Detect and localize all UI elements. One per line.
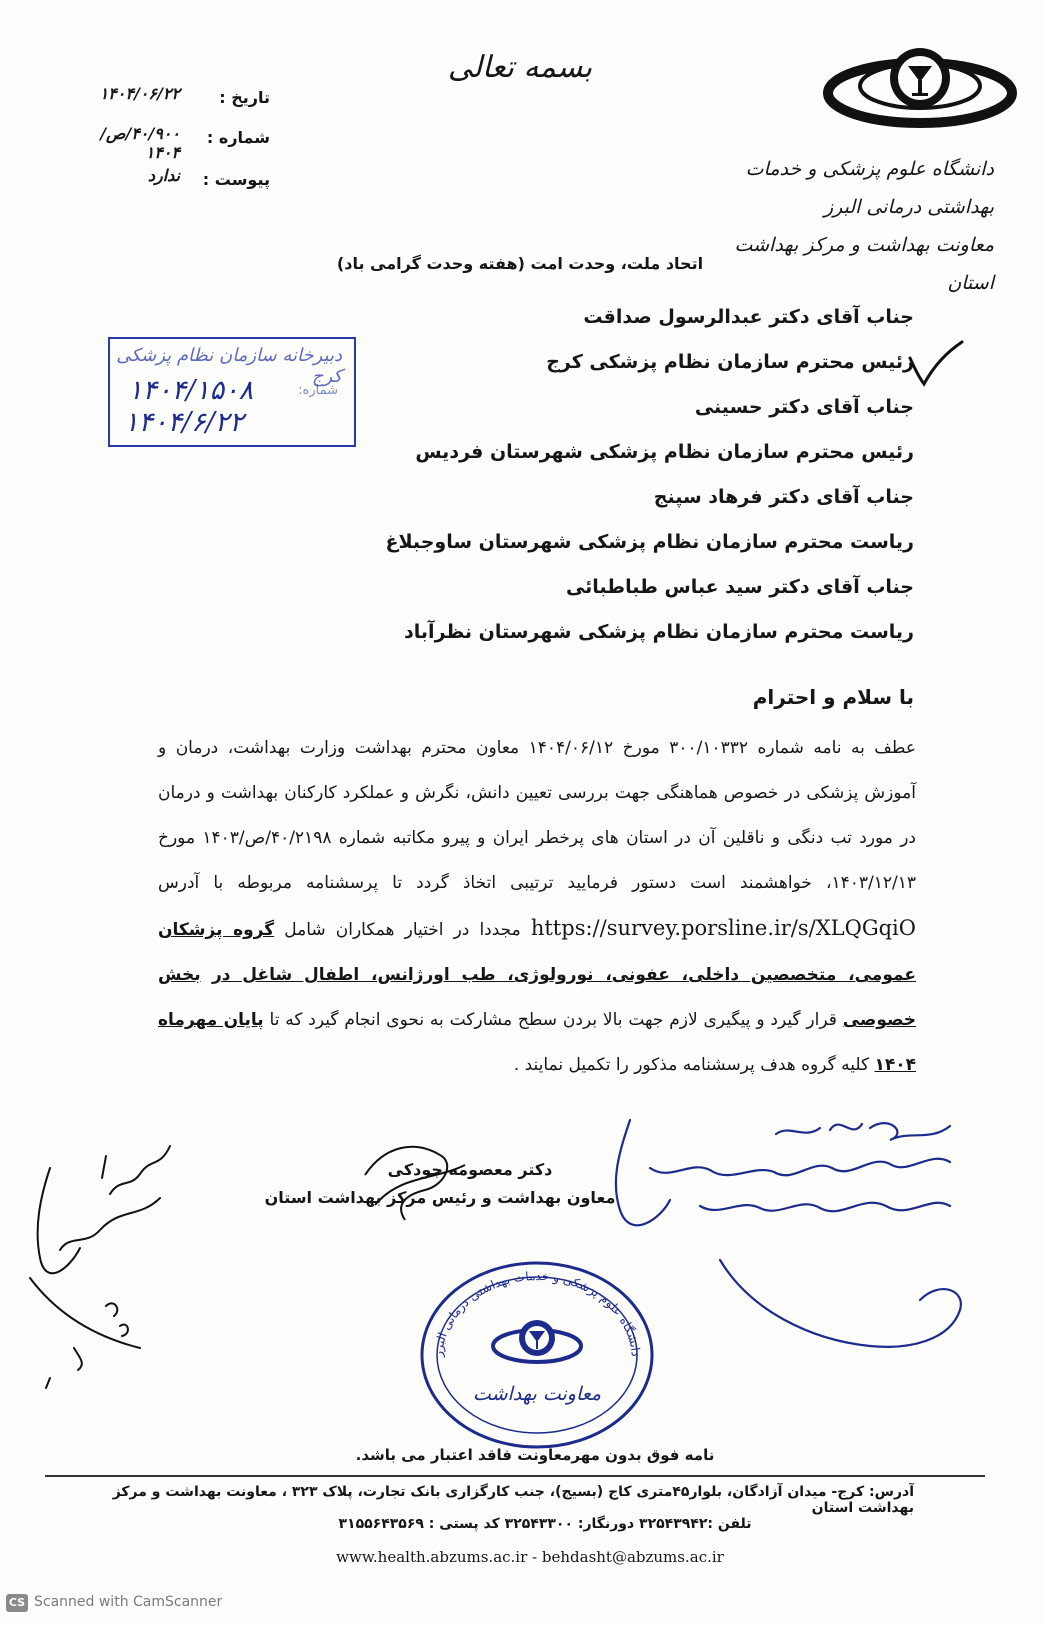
- date-label: تاریخ :: [219, 88, 270, 107]
- date-value: ۱۴۰۴/۰۶/۲۲: [99, 84, 180, 103]
- organization-name-line1: دانشگاه علوم پزشکی و خدمات بهداشتی درمانی البرز: [745, 158, 994, 218]
- registry-stamp-title: دبیرخانه سازمان نظام پزشکی کرج: [116, 345, 342, 387]
- recipient-line: ریاست محترم سازمان نظام پزشکی شهرستان ساوجبلاغ: [385, 531, 914, 553]
- footer-divider: [45, 1475, 985, 1477]
- signer-title: معاون بهداشت و رئیس مرکز بهداشت استان: [264, 1188, 616, 1207]
- attachment-label: پیوست :: [202, 170, 270, 189]
- recipient-line: جناب آقای دکتر سید عباس طباطبائی: [565, 576, 914, 598]
- organization-name-line2: معاونت بهداشت و مرکز بهداشت استان: [734, 234, 994, 294]
- bismillah-heading: بسمه تعالی: [447, 50, 593, 85]
- attachment-row: [70, 166, 270, 198]
- scanner-badge: [6, 1594, 222, 1616]
- letter-number-value: ۴۰/۹۰۰/ص/۱۴۰۴: [100, 124, 180, 162]
- footer-web[interactable]: www.health.abzums.ac.ir - behdasht@abzums.ac.ir: [336, 1548, 724, 1566]
- letter-body: [158, 726, 916, 1088]
- date-row: [70, 84, 270, 116]
- survey-link[interactable]: https://survey.porsline.ir/s/XLQGqiO: [530, 916, 916, 940]
- signer-name: دکتر معصومه جودکی: [387, 1160, 553, 1179]
- organization-name: [694, 150, 994, 302]
- greeting: با سلام و احترام: [752, 685, 914, 709]
- footer-address: آدرس: کرج- میدان آزادگان، بلوار۴۵متری کاج (بسیج)، جنب کارگزاری بانک تجارت، پلاک ۳۲۳ ، معاونت بهداشت و مرکز بهداشت استان: [112, 1484, 914, 1516]
- checkmark-icon: [906, 338, 966, 388]
- official-seal: [412, 1250, 662, 1450]
- target-groups: گروه پزشکان عمومی، متخصصین داخلی، عفونی، نورولوژی، طب اورژانس، اطفال شاغل در: [158, 920, 916, 985]
- letter-number-label: شماره :: [206, 128, 270, 147]
- signature-scribble: [345, 1135, 485, 1235]
- slogan: اتحاد ملت، وحدت امت (هفته وحدت گرامی باد): [336, 254, 704, 273]
- recipients-block: [294, 306, 914, 666]
- letter-number-row: [70, 124, 270, 162]
- university-logo: [820, 38, 1020, 138]
- seal-inner-text: معاونت بهداشت: [472, 1383, 602, 1405]
- recipient-line: جناب آقای دکتر عبدالرسول صداقت: [583, 306, 914, 328]
- seal-outer-text: دانشگاه علوم پزشکی و خدمات بهداشتی درمانی البرز: [431, 1268, 643, 1358]
- validity-note: نامه فوق بدون مهرمعاونت فاقد اعتبار می باشد.: [355, 1446, 715, 1464]
- attachment-value: ندارد: [147, 166, 180, 185]
- body-followup: قرار گیرد و پیگیری لازم جهت بالا بردن سطح مشارکت به نحوی انجام گیرد که تا: [269, 1010, 837, 1030]
- registry-stamp-date: ۱۴۰۴/۶/۲۲: [124, 407, 244, 438]
- recipient-line: ریاست محترم سازمان نظام پزشکی شهرستان نظرآباد: [404, 621, 914, 643]
- body-recipients-intro: مجددا در اختیار همکاران شامل: [284, 920, 521, 940]
- recipient-line: رئیس محترم سازمان نظام پزشکی کرج: [546, 351, 914, 373]
- body-closing: کلیه گروه هدف پرسشنامه مذکور را تکمیل نمایند .: [513, 1055, 870, 1075]
- recipient-line: جناب آقای دکتر فرهاد سپنج: [653, 486, 914, 508]
- registry-stamp-number: ۱۴۰۴/۱۵۰۸: [128, 375, 254, 406]
- scanner-text: Scanned with CamScanner: [34, 1594, 223, 1610]
- deadline: پایان مهرماه ۱۴۰۴: [158, 1010, 916, 1075]
- recipient-line: رئیس محترم سازمان نظام پزشکی شهرستان فردیس: [415, 441, 914, 463]
- body-intro: عطف به نامه شماره ۳۰۰/۱۰۳۳۲ مورخ ۱۴۰۴/۰۶/۱۲ معاون محترم بهداشت وزارت بهداشت، درمان و آموزش پزشکی در خصوص هماهنگی جهت بررسی تعیین دانش، نگرش و عملکرد کارکنان بهداشت و درمان در مورد تب دنگی و ناقلین آن در استان های پرخطر ایران و پیرو مکاتبه شماره ۴۰/۲۱۹۸/ص/۱۴۰۳ مورخ ۱۴۰۳/۱۲/۱۳، خواهشمند است دستور فرمایید ترتیبی اتخاذ گردد تا پرسشنامه مربوطه با آدرس: [158, 738, 916, 893]
- private-sector: بخش خصوصی: [158, 965, 917, 1030]
- camscanner-icon: CS: [6, 1594, 28, 1612]
- recipient-line: جناب آقای دکتر حسینی: [694, 396, 914, 418]
- registry-stamp-number-label: شماره:: [298, 383, 338, 398]
- footer-phones: تلفن :۳۲۵۴۳۹۴۲ دورنگار: ۳۲۵۴۳۳۰۰ کد پستی : ۳۱۵۵۶۴۳۵۶۹: [338, 1516, 752, 1532]
- handwritten-note-left: [10, 1138, 190, 1398]
